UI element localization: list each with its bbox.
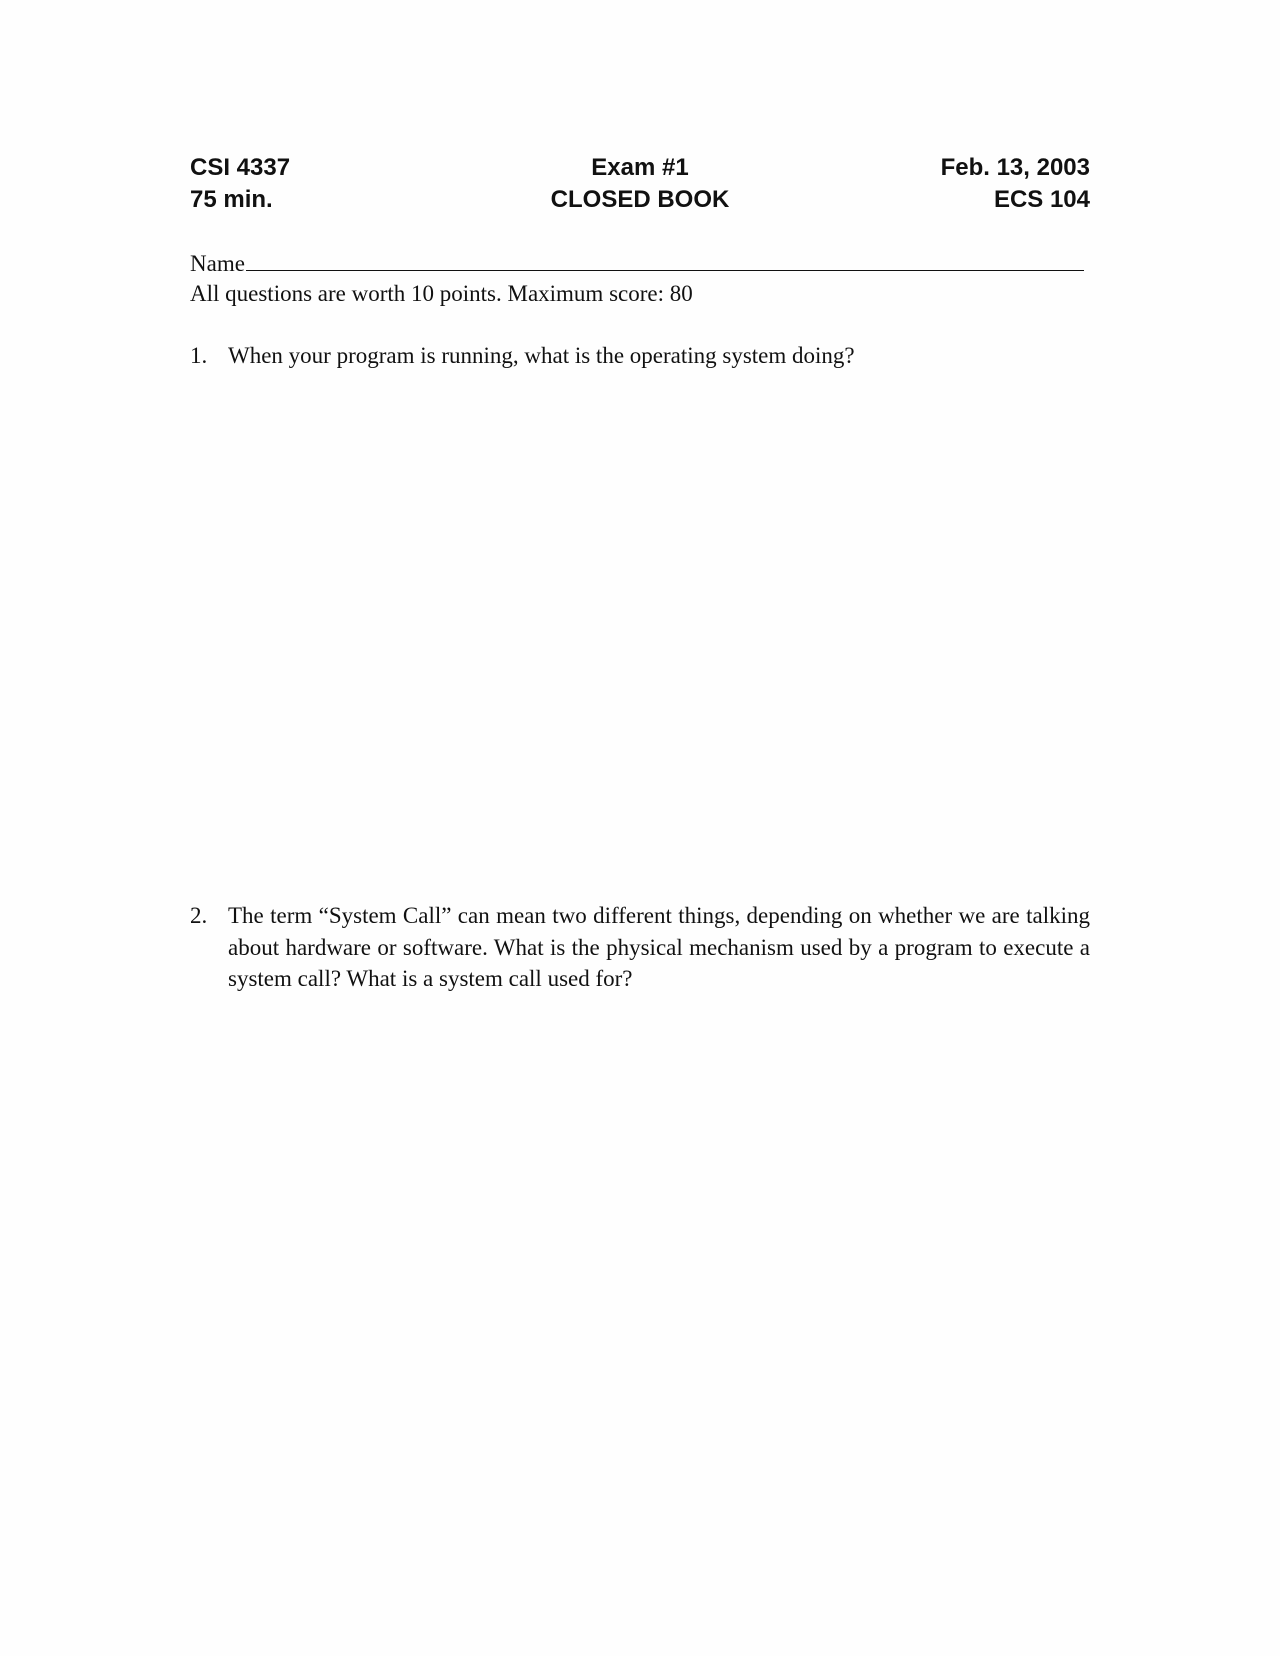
- question-text: When your program is running, what is the operating system doing?: [228, 343, 855, 368]
- question-number: 2.: [190, 903, 208, 928]
- question-text: The term “System Call” can mean two different things, depending on whether we are talking about hardware or software. What is the physical mechanism used by a program to execute a system call? What is a system call used for?: [228, 903, 1090, 991]
- name-field: [190, 246, 1090, 280]
- name-label: Name: [190, 251, 245, 276]
- exam-type: CLOSED BOOK: [550, 186, 730, 213]
- question-2: [190, 900, 1090, 995]
- exam-date: Feb. 13, 2003: [940, 154, 1090, 181]
- question-number: 1.: [190, 343, 208, 368]
- instructions: All questions are worth 10 points. Maximum score: 80: [190, 281, 693, 306]
- exam-room: ECS 104: [993, 186, 1090, 213]
- header-right: [941, 152, 1090, 216]
- exam-duration: 75 min.: [190, 186, 273, 213]
- course-code: CSI 4337: [190, 154, 291, 181]
- name-blank-line: [246, 246, 1084, 271]
- exam-title: Exam #1: [591, 154, 689, 181]
- question-1: [190, 340, 1090, 372]
